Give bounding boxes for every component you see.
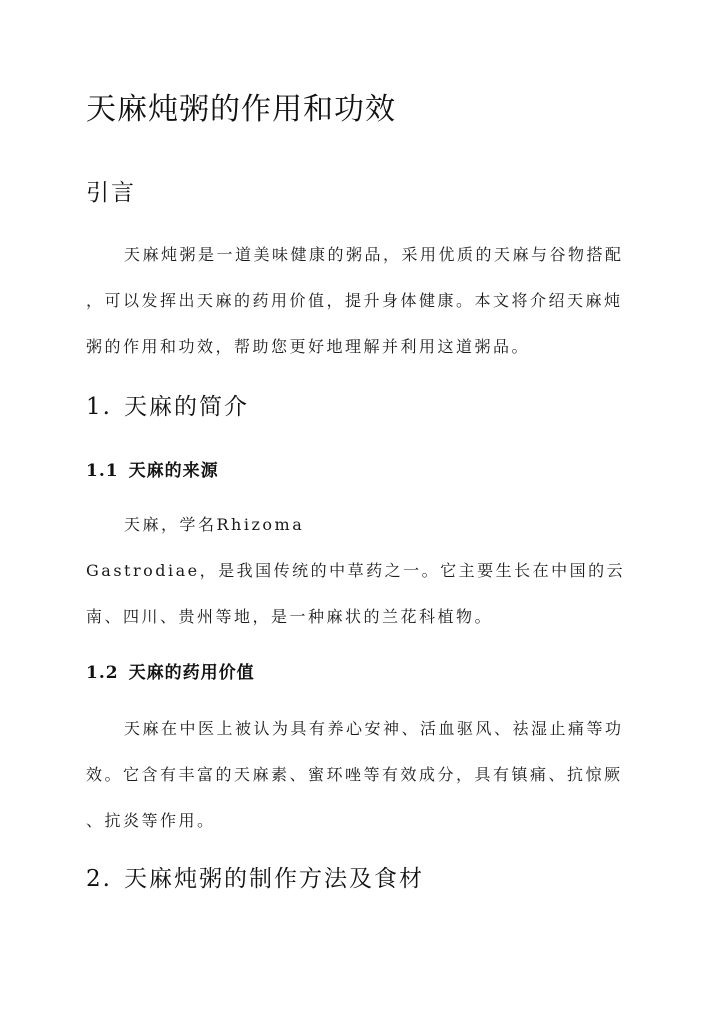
value-line-1: 天麻在中医上被认为具有养心安神、活血驱风、祛湿止痛等功 [124, 719, 624, 738]
intro-line-3: 粥的作用和功效，帮助您更好地理解并利用这道粥品。 [86, 337, 531, 356]
subsection-1-2-paragraph [86, 706, 634, 844]
intro-heading: 引言 [86, 180, 136, 206]
intro-line-1: 天麻炖粥是一道美味健康的粥品，采用优质的天麻与谷物搭配 [124, 245, 624, 264]
section-1-number: 1. [86, 394, 112, 420]
subsection-1-1-number: 1.1 [86, 461, 119, 481]
section-2-number: 2. [86, 866, 112, 892]
source-line-2: Gastrodiae，是我国传统的中草药之一。它主要生长在中国的云 [86, 561, 626, 580]
intro-line-2: ，可以发挥出天麻的药用价值，提升身体健康。本文将介绍天麻炖 [86, 291, 623, 310]
subsection-1-2-title: 天麻的药用价值 [128, 663, 255, 683]
section-2-heading [86, 860, 424, 893]
subsection-1-2-heading [86, 658, 255, 683]
section-1-title: 天麻的简介 [123, 394, 249, 420]
section-2-title: 天麻炖粥的制作方法及食材 [123, 866, 424, 892]
document-title: 天麻炖粥的作用和功效 [86, 92, 396, 127]
subsection-1-2-number: 1.2 [86, 663, 119, 683]
value-line-3: 、抗炎等作用。 [86, 811, 216, 830]
subsection-1-1-paragraph [86, 502, 634, 640]
section-1-heading [86, 388, 249, 421]
intro-paragraph [86, 232, 634, 370]
source-line-3: 南、四川、贵州等地，是一种麻状的兰花科植物。 [86, 607, 494, 626]
source-line-1: 天麻，学名Rhizoma [124, 515, 305, 534]
subsection-1-1-heading [86, 456, 219, 481]
value-line-2: 效。它含有丰富的天麻素、蜜环唑等有效成分，具有镇痛、抗惊厥 [86, 765, 623, 784]
subsection-1-1-title: 天麻的来源 [128, 461, 219, 481]
